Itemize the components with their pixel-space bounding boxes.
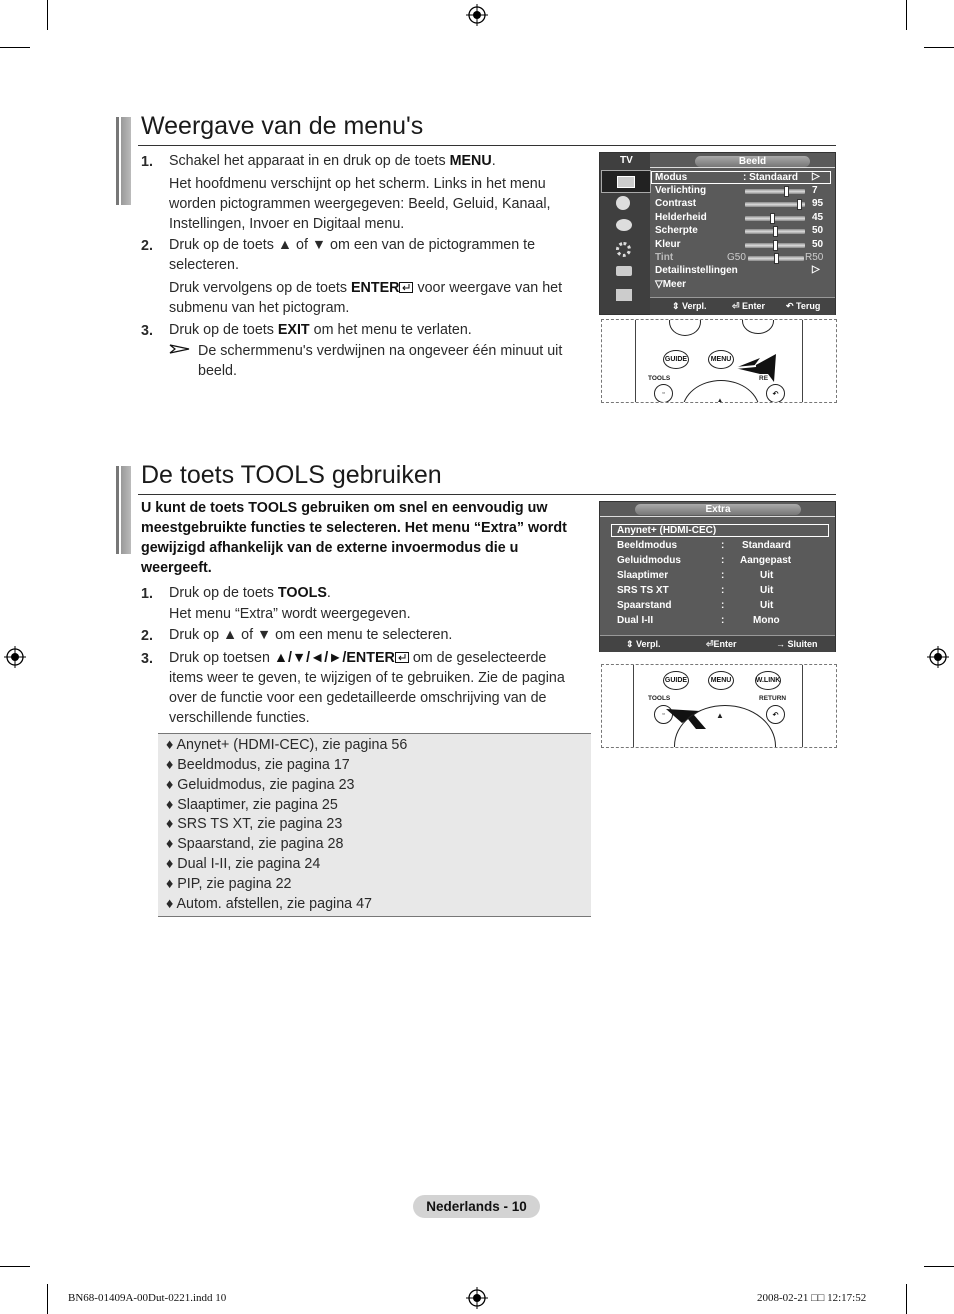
picture-icon[interactable] xyxy=(601,170,651,193)
digital-menu-icon[interactable] xyxy=(616,289,632,301)
step-2-text: Druk op ▲ of ▼ om een menu te selecteren. xyxy=(169,627,453,643)
footer-enter: ⏎ Enter xyxy=(732,301,766,311)
slider[interactable] xyxy=(745,229,805,234)
crop-mark xyxy=(47,0,48,30)
remote-edge xyxy=(802,320,803,402)
step-number: 1. xyxy=(141,586,153,602)
row-label[interactable]: Modus xyxy=(655,172,688,183)
registration-mark-icon xyxy=(466,1287,488,1309)
step-2-paragraph: Druk vervolgens op de toets ENTER voor weergave van het submenu van het pictogram. xyxy=(169,280,563,316)
row-value: Uit xyxy=(760,585,774,596)
return-label: RE xyxy=(759,375,769,382)
row-value: Mono xyxy=(753,615,780,626)
section-rule xyxy=(138,145,836,146)
menu-button[interactable]: MENU xyxy=(708,350,734,369)
tools-label: TOOLS xyxy=(648,695,671,702)
source-label: TV xyxy=(620,155,633,166)
step-number: 3. xyxy=(141,323,153,339)
row-sep: : xyxy=(721,555,725,566)
pointer-arrow-icon xyxy=(730,350,780,384)
list-item: ♦ Geluidmodus, zie pagina 23 xyxy=(166,777,355,793)
remote-button-top xyxy=(742,319,774,334)
row-value: Standaard xyxy=(742,540,791,551)
row-value: Aangepast xyxy=(740,555,792,566)
tools-button[interactable]: ▫ xyxy=(654,384,673,403)
section-title: De toets TOOLS gebruiken xyxy=(141,461,442,489)
row-label[interactable]: Beeldmodus xyxy=(617,540,678,551)
row-label[interactable]: Tint xyxy=(655,252,674,263)
row-value: 95 xyxy=(812,198,824,209)
section-title: Weergave van de menu's xyxy=(141,112,424,140)
list-item: ♦ Beeldmodus, zie pagina 17 xyxy=(166,757,350,773)
row-value: Uit xyxy=(760,600,774,611)
tv-menu-screen xyxy=(599,152,836,315)
row-label[interactable]: Spaarstand xyxy=(617,600,672,611)
row-value: 50 xyxy=(812,239,824,250)
list-item: ♦ Spaarstand, zie pagina 28 xyxy=(166,836,344,852)
tint-right-label: R50 xyxy=(805,252,824,263)
right-arrow-icon: ▷ xyxy=(812,171,820,182)
crop-mark xyxy=(0,47,30,48)
up-arrow-icon[interactable]: ▲ xyxy=(716,711,724,720)
tint-left-label: G50 xyxy=(727,252,746,263)
up-arrow-icon[interactable]: ▲ xyxy=(716,396,724,403)
input-icon[interactable] xyxy=(616,266,632,276)
row-sep: : xyxy=(721,600,725,611)
row-label[interactable]: Slaaptimer xyxy=(617,570,669,581)
slider-knob[interactable] xyxy=(770,213,775,224)
footer-enter: ⏎Enter xyxy=(706,639,737,649)
slider-knob[interactable] xyxy=(784,186,789,197)
menu-header: Extra xyxy=(635,504,801,515)
slider-knob[interactable] xyxy=(773,240,778,251)
list-item: ♦ PIP, zie pagina 22 xyxy=(166,876,292,892)
slider-knob[interactable] xyxy=(774,253,779,264)
crop-mark xyxy=(47,1284,48,1314)
list-item: ♦ Slaaptimer, zie pagina 25 xyxy=(166,797,338,813)
remote-illustration xyxy=(601,664,837,748)
registration-mark-icon xyxy=(4,646,26,668)
slider[interactable] xyxy=(745,189,805,194)
row-label[interactable]: Geluidmodus xyxy=(617,555,681,566)
crop-mark xyxy=(906,0,907,30)
section-bar xyxy=(116,466,131,554)
row-label[interactable]: Helderheid xyxy=(655,212,707,223)
step-1-paragraph: Het hoofdmenu verschijnt op het scherm. Links in het menu worden pictogrammen weergegeven: Beeld, Geluid, Kanaal, Instellingen, Invoer en Digitaal menu. xyxy=(169,176,551,232)
registration-mark-icon xyxy=(927,646,949,668)
row-sep: : xyxy=(721,540,725,551)
section-rule xyxy=(138,494,836,495)
slider[interactable] xyxy=(745,216,805,221)
print-slug-left: BN68-01409A-00Dut-0221.indd 10 xyxy=(68,1292,227,1304)
right-arrow-icon: ▷ xyxy=(812,264,820,275)
sound-icon[interactable] xyxy=(616,196,630,210)
menu-footer xyxy=(600,635,835,652)
tools-label: TOOLS xyxy=(648,375,671,382)
header-rule xyxy=(600,516,835,517)
row-value: 45 xyxy=(812,212,824,223)
note-arrow-icon xyxy=(169,343,191,355)
row-value: Uit xyxy=(760,570,774,581)
step-1-text: Schakel het apparaat in en druk op de toets MENU. xyxy=(169,153,496,169)
note-text: De schermmenu's verdwijnen na ongeveer één minuut uit beeld. xyxy=(198,343,563,379)
list-item: ♦ Autom. afstellen, zie pagina 47 xyxy=(166,896,372,912)
row-sep: : xyxy=(721,615,725,626)
header-rule xyxy=(650,167,835,168)
row-label[interactable]: Contrast xyxy=(655,198,697,209)
list-item: ♦ SRS TS XT, zie pagina 23 xyxy=(166,816,343,832)
footer-back: ↶ Terug xyxy=(786,301,821,311)
remote-edge xyxy=(635,320,636,402)
row-label[interactable]: Anynet+ (HDMI-CEC) xyxy=(617,525,717,536)
menu-header: Beeld xyxy=(695,156,810,167)
step-1-paragraph: Het menu “Extra” wordt weergegeven. xyxy=(169,606,411,622)
row-sep: : xyxy=(721,570,725,581)
row-value: 7 xyxy=(812,185,818,196)
row-label[interactable]: Verlichting xyxy=(655,185,707,196)
wlink-button[interactable]: W.LINK xyxy=(755,671,781,690)
enter-icon xyxy=(399,282,413,293)
footer-move: ⇕ Verpl. xyxy=(672,301,707,311)
step-number: 1. xyxy=(141,154,153,170)
row-label[interactable]: Detailinstellingen xyxy=(655,265,738,276)
slider[interactable] xyxy=(745,202,805,207)
row-value: : Standaard xyxy=(743,172,799,183)
channel-icon[interactable] xyxy=(616,219,632,231)
step-number: 3. xyxy=(141,651,153,667)
remote-illustration xyxy=(601,319,837,403)
guide-button[interactable]: GUIDE xyxy=(663,350,689,369)
tools-button[interactable]: ▫ xyxy=(654,705,673,724)
crop-mark xyxy=(0,1266,30,1267)
list-item: ♦ Anynet+ (HDMI-CEC), zie pagina 56 xyxy=(166,737,408,753)
return-button[interactable]: ↶ xyxy=(766,705,785,724)
footer-close: → Sluiten xyxy=(776,639,818,649)
row-value: 50 xyxy=(812,225,824,236)
step-2-text: Druk op de toets ▲ of ▼ om een van de pictogrammen te selecteren. xyxy=(169,237,536,273)
slider[interactable] xyxy=(748,256,804,261)
slider[interactable] xyxy=(745,243,805,248)
row-label[interactable]: Scherpte xyxy=(655,225,698,236)
page-number-label: Nederlands - 10 xyxy=(413,1195,540,1218)
row-label[interactable]: Dual I-II xyxy=(617,615,654,626)
return-button[interactable]: ↶ xyxy=(766,384,785,403)
slider-knob[interactable] xyxy=(797,199,802,210)
print-slug-right: 2008-02-21 □□ 12:17:52 xyxy=(757,1292,867,1304)
row-label[interactable]: Kleur xyxy=(655,239,681,250)
slider-knob[interactable] xyxy=(773,226,778,237)
crop-mark xyxy=(924,47,954,48)
step-number: 2. xyxy=(141,238,153,254)
crop-mark xyxy=(924,1266,954,1267)
menu-footer xyxy=(650,297,835,315)
list-item: ♦ Dual I-II, zie pagina 24 xyxy=(166,856,321,872)
guide-button[interactable]: GUIDE xyxy=(663,671,689,690)
menu-button[interactable]: MENU xyxy=(708,671,734,690)
remote-button-top xyxy=(669,319,701,336)
footer-move: ⇕ Verpl. xyxy=(626,639,661,649)
registration-mark-icon xyxy=(466,4,488,26)
tools-menu-screen xyxy=(599,501,836,652)
step-3-text: Druk op toetsen ▲/▼/◄/►/ENTER om de geselecteerde items weer te geven, te wijzigen of te gebruiken. Zie de pagina over de functie voor een gedetailleerde omschrijving van de verschillende functies. xyxy=(169,650,565,726)
return-label: RETURN xyxy=(759,695,787,702)
settings-gear-icon[interactable] xyxy=(616,242,631,257)
step-number: 2. xyxy=(141,628,153,644)
step-3-text: Druk op de toets EXIT om het menu te verlaten. xyxy=(169,322,472,338)
enter-icon xyxy=(395,652,409,663)
crop-mark xyxy=(906,1284,907,1314)
remote-edge xyxy=(633,665,634,747)
intro-text: U kunt de toets TOOLS gebruiken om snel en eenvoudig uw meestgebruikte functies te selecteren. Het menu “Extra” wordt gewijzigd afhankelijk van de externe invoermodus die u weergeeft. xyxy=(141,500,567,576)
section-bar xyxy=(116,117,131,205)
more-label[interactable]: ▽Meer xyxy=(655,279,687,290)
row-sep: : xyxy=(721,585,725,596)
remote-edge xyxy=(802,665,803,747)
row-label[interactable]: SRS TS XT xyxy=(617,585,669,596)
step-1-text: Druk op de toets TOOLS. xyxy=(169,585,331,601)
